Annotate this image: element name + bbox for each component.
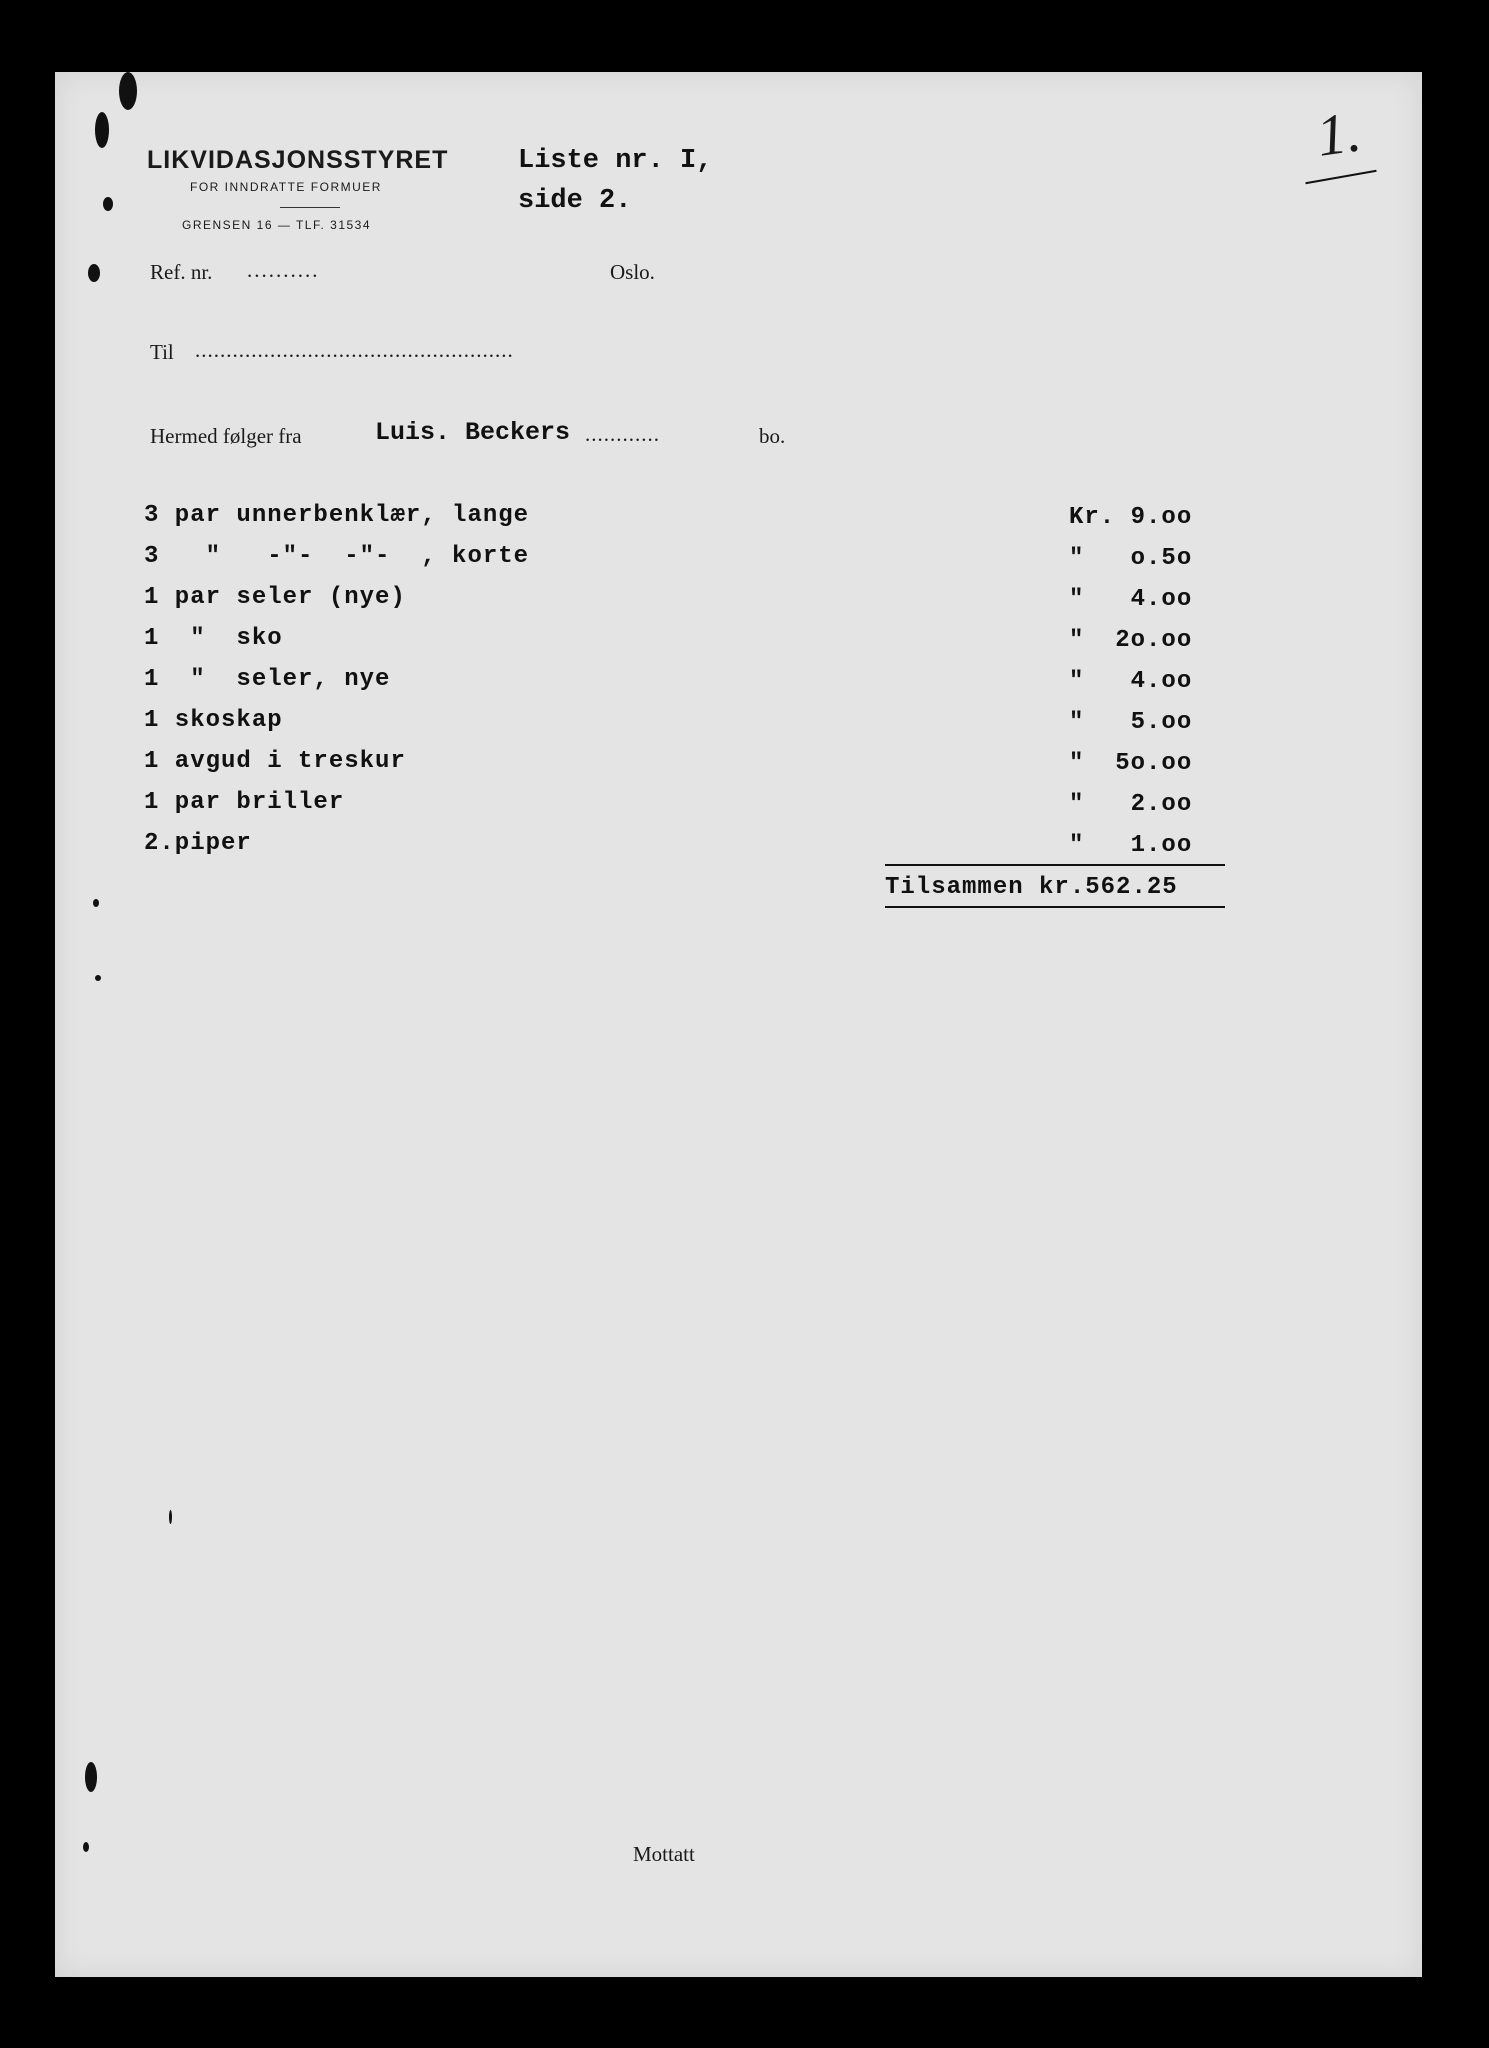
document-page xyxy=(55,72,1422,1977)
total-rule-bottom xyxy=(885,906,1225,908)
ref-label: Ref. nr. xyxy=(150,260,213,284)
item-price: " o.5o xyxy=(1069,545,1193,572)
hermed-label: Hermed følger fra xyxy=(150,424,302,448)
til-dots: ................................................... xyxy=(195,338,514,362)
from-name: Luis. Beckers xyxy=(375,418,571,447)
item-price: Kr. 9.oo xyxy=(1069,504,1193,531)
list-number: Liste nr. I, xyxy=(518,146,713,176)
scan-smudge xyxy=(95,975,101,981)
item-price: " 4.oo xyxy=(1069,668,1193,695)
item-desc: 1 par seler (nye) xyxy=(144,584,406,611)
item-desc: 1 " seler, nye xyxy=(144,666,391,693)
scan-smudge xyxy=(169,1510,172,1524)
item-desc: 1 par briller xyxy=(144,789,345,816)
city-label: Oslo. xyxy=(610,260,655,284)
from-dots: ............ xyxy=(585,422,660,446)
item-desc: 1 skoskap xyxy=(144,707,283,734)
scan-smudge xyxy=(85,1762,97,1792)
til-label: Til xyxy=(150,340,174,364)
bo-label: bo. xyxy=(759,424,786,448)
item-desc: 1 avgud i treskur xyxy=(144,748,406,775)
item-price: " 1.oo xyxy=(1069,832,1193,859)
scan-smudge xyxy=(88,264,100,282)
item-desc: 1 " sko xyxy=(144,625,283,652)
item-price: " 5.oo xyxy=(1069,709,1193,736)
org-address: GRENSEN 16 — TLF. 31534 xyxy=(182,218,372,232)
received-label: Mottatt xyxy=(633,1842,695,1866)
scan-smudge xyxy=(119,72,137,110)
corner-mark-underline xyxy=(1305,170,1376,184)
item-price: " 5o.oo xyxy=(1069,750,1193,777)
item-desc: 3 par unnerbenklær, lange xyxy=(144,502,530,529)
corner-page-mark: 1. xyxy=(1312,98,1365,169)
scan-smudge xyxy=(103,197,113,211)
org-subtitle: FOR INNDRATTE FORMUER xyxy=(190,180,382,194)
scan-smudge xyxy=(83,1842,89,1852)
item-desc: 2.piper xyxy=(144,830,252,857)
item-price: " 2.oo xyxy=(1069,791,1193,818)
item-price: " 2o.oo xyxy=(1069,627,1193,654)
total-line: Tilsammen kr.562.25 xyxy=(885,874,1178,901)
list-page: side 2. xyxy=(518,186,632,216)
scan-smudge xyxy=(95,112,109,148)
item-price: " 4.oo xyxy=(1069,586,1193,613)
total-rule-top xyxy=(885,864,1225,866)
scan-smudge xyxy=(93,899,99,907)
org-name: LIKVIDASJONSSTYRET xyxy=(147,146,449,174)
letterhead-rule xyxy=(280,207,340,208)
item-desc: 3 " -"- -"- , korte xyxy=(144,543,530,570)
ref-dots: .......... xyxy=(247,258,320,282)
